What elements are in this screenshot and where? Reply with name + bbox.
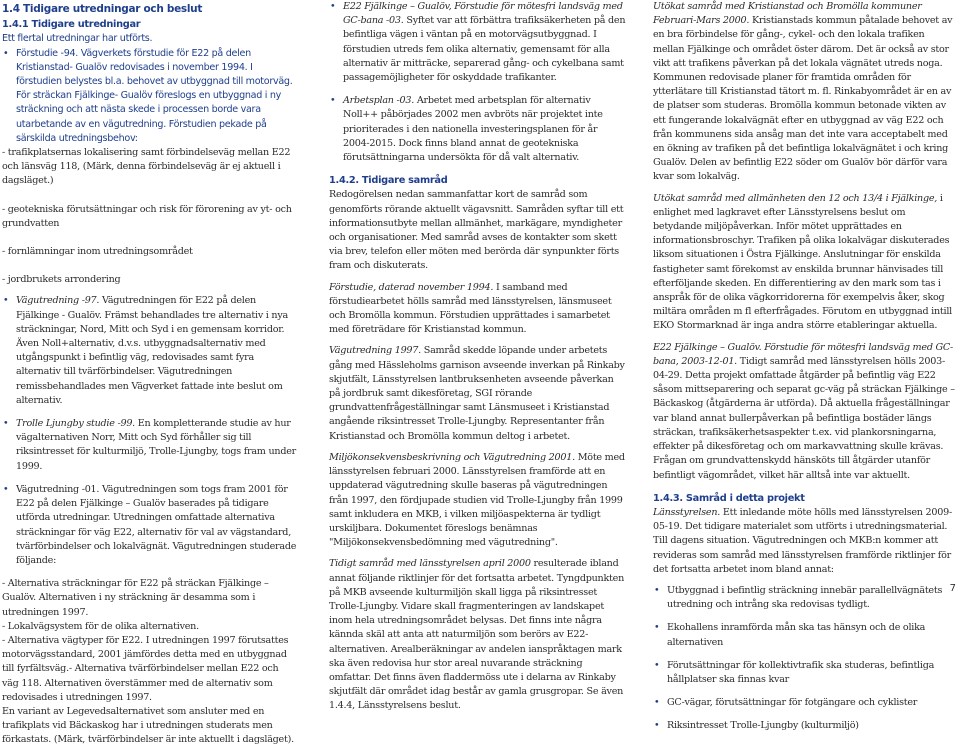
paragraph xyxy=(653,192,956,334)
list-item: • Förutsättningar för kollektivtrafik ska studeras, befintliga hållplatser ska finnas kvar xyxy=(653,659,956,687)
page-number: 7 xyxy=(949,583,956,594)
paragraph-text: Samråd skedde löpande under arbetets gång med Hässleholms garnison avseende inverkan på Rinkaby skjutfält, Länsstyrelsen lantbruksenheten avseende påverkan på jordbruk samt dikesföretag, SGI rörande grundvattenfrågeställningar samt Länsmuseet i Kristianstad angående riksintresset Trolle-Ljungby. Representanter från Kristianstad och Bromölla kommun deltog i arbetet. xyxy=(329,345,625,442)
list-item xyxy=(2,417,297,474)
paragraph-text: i enlighet med lagkravet efter Länsstyrelsens beslut om betydande miljöpåverkan. Inför mötet upprättades en informationsbroschyr. Trafiken på olika lokalvägar diskuterades liksom situationen i Östra Fjälkinge. Anslutningar för enskilda fastigheter samt förekomst av enskilda brunnar hänvisades till efterföljande skeden. En differentiering av den mark som tas i anspråk för de olika vägkorridorerna för exempelvis åker, skog miltära områden m fl efterfrågades. Förutom en utbyggnad intill EKO Stormarknad är inga andra större etableringar aktuella. xyxy=(653,192,952,332)
paragraph: En variant av Legevedsalternativet som ansluter med en trafikplats vid Bäckaskog har i utredningen studerats men förkastats. (Märk, tvärförbindelser är inte aktuellt i dagsläget). xyxy=(2,705,294,746)
subsection-heading: 1.4.1 Tidigare utredningar xyxy=(2,19,141,31)
paragraph-lead: Utökat samråd med allmänheten den 12 och 13/4 i Fjälkinge, xyxy=(653,192,938,204)
paragraph-lead: Utökat samråd med Kristianstad och Bromölla kommuner Februari-Mars 2000. xyxy=(653,1,922,27)
paragraph-text: I samband med förstudiearbetet hölls samråd med länsstyrelsen, länsmuseet och Bromölla kommun. Förstudien upprättades i samarbetet med företrädare för Kristianstad kommun. xyxy=(329,281,612,336)
paragraph: - fornlämningar inom utredningsområdet xyxy=(2,246,193,258)
list-item xyxy=(2,483,297,568)
bullet-list xyxy=(2,294,297,568)
bullet-title: Trolle Ljungby studie -99. xyxy=(16,418,135,430)
bullet-list xyxy=(2,47,297,146)
paragraph xyxy=(329,557,626,713)
list-item xyxy=(329,0,626,85)
bullet-title: Arbetsplan -03. xyxy=(343,95,415,107)
subsection-heading: 1.4.3. Samråd i detta projekt xyxy=(653,492,805,504)
section-heading: 1.4 Tidigare utredningar och beslut xyxy=(2,3,203,15)
column-middle xyxy=(329,0,626,714)
bullet-text: Vägutredningen för E22 på delen Fjälkinge - Gualöv. Främst behandlades tre alternativ i nya sträckningar, Nord, Mitt och Syd i en gemensam korridor. Även Noll+alternativ, d.v.s. utbyggnadsalternativ med utgångspunkt i befintlig väg, redovisades samt fyra alternativ till tvärförbindelser. Vägutredningen remissbehandlades men Vägverket fattade inte beslut om alternativ. xyxy=(16,295,288,406)
paragraph: Redogörelsen nedan sammanfattar kort de samråd som genomförts rörande aktuellt vägavsnitt. Samråden syftar till ett informationsutbyte mellan allmänhet, markägare, myndigheter och organisationer. Med samråd avses de kontakter som skett via brev, telefon eller möten med berörda där synpunkter förts fram och diskuterats. xyxy=(329,189,624,272)
paragraph-lead: Vägutredning 1997. xyxy=(329,345,421,357)
paragraph: - Alternativa sträckningar för E22 på sträckan Fjälkinge – Gualöv. Alternativen i ny sträckning är desamma som i utredningen 1997. xyxy=(2,578,269,618)
paragraph-text: Tidigt samråd med länsstyrelsen hölls 2003-04-29. Detta projekt omfattade åtgärder på befintlig väg E22 såsom mittseparering och separat gc-väg på sträckan Fjälkinge – Bäckaskog (åtgärderna är utförda). Då aktuella frågeställningar var bland annat bullerpåverkan på befintliga bostäder längs sträckan, trafiksäkerhetsaspekter t.ex. vid plankorsningarna, effekter på dikesföretag och om markavvattning skulle krävas. Frågan om grundvattenskydd hänsköts till åtgärder utanför befintligt vägområdet, vilket här alltså inte var aktuellt. xyxy=(653,355,955,481)
paragraph: - Alternativa vägtyper för E22. I utredningen 1997 förutsattes motorvägsstandard, 2001 jämfördes detta med en utbyggnad till fyrfältsväg.- Alternativa tvärförbindelser mellan E22 och väg 118. Alternativen överstämmer med de alternativ som redovisades i utredningen 1997. xyxy=(2,634,289,703)
list-item xyxy=(329,94,626,165)
column-right xyxy=(653,0,956,743)
bullet-text: En kompletterande studie av hur vägalternativen Norr, Mitt och Syd förhåller sig till riksintresset för kulturmiljö, Trolle-Ljungby, togs fram under 1999. xyxy=(16,418,296,472)
paragraph-text: Möte med länsstyrelsen februari 2000. Länsstyrelsen framförde att en uppdaterad vägutredning skulle baseras på vägutredningen från 1997, den fördjupade studien vid Trolle-Ljungby från 1999 samt inkludera en MKB, i vilken miljöaspekterna är tydligt urskiljbara. Dokumentet föreslogs benämnas "Miljökonsekvensbedömning med vägutredning". xyxy=(329,451,625,549)
bullet-text: Arbetet med arbetsplan för alternativ Noll++ påbörjades 2002 men avbröts när projektet inte prioriterades i den nationella investeringsplanen för år 2004-2015. Dock finns bland annat de geotekniska förutsättningarna undersökta för då valt alternativ. xyxy=(343,95,603,164)
paragraph-lead: Länsstyrelsen. xyxy=(653,506,721,518)
column-left xyxy=(2,0,297,748)
bullet-list xyxy=(329,0,626,165)
paragraph-text: Kristianstads kommun påtalade behovet av en bra förbindelse för gång-, cykel- och den lokala trafiken mellan Fjälkinge och området öster därom. Det är också av stor vikt att trafikens påverkan på det lokala vägnätet utreds noga. Kommunen redovisade planer för framtida områden för ytterlätare till Kristianstad tätort m. fl. Rinkabyområdet är en av de platser som studeras. Bromölla kommun betonade vikten av ett fungerande lokalvägnät efter en utbyggnad av väg E22 och från kommunens sida ansåg man det inte vara acceptabelt med en ökning av trafiken på det befintliga lokalvägnätet i och kring Gualöv. Delen av befintlig E22 söder om Gualöv bör därför vara kvar som lokalväg. xyxy=(653,15,953,183)
paragraph xyxy=(329,344,626,443)
paragraph xyxy=(329,451,626,550)
bullet-text: Vägutredning -01. Vägutredningen som togs fram 2001 för E22 på delen Fjälkinge – Gualöv baserades på tidigare utförda utredningar. Utredningen omfattade alternativa sträckningar för väg E22, alternativ för val av vägstandard, tvärförbindelser och lokalvägnät. Vägutredningen studerade följande: xyxy=(16,483,297,566)
paragraph xyxy=(329,281,626,338)
paragraph-lead: E22 Fjälkinge – Gualöv. Förstudie för mötesfri landsväg med GC-bana, 2003-12-01. xyxy=(653,341,953,367)
subsection-heading: 1.4.2. Tidigare samråd xyxy=(329,175,448,187)
list-item: • Utbyggnad i befintlig sträckning innebär parallellvägnätets utredning och intrång ska redovisas tydligt. xyxy=(653,584,956,612)
list-item: • Riksintresset Trolle-Ljungby (kulturmiljö) xyxy=(653,719,956,733)
paragraph: - jordbrukets arrondering xyxy=(2,274,121,286)
list-item: • GC-vägar, förutsättningar för fotgängare och cyklister xyxy=(653,696,956,710)
list-item xyxy=(2,294,297,408)
intro-text: Ett flertal utredningar har utförts. xyxy=(2,33,153,45)
paragraph-lead: Miljökonsekvensbeskrivning och Vägutredning 2001. xyxy=(329,451,575,463)
bullet-text: Förstudie -94. Vägverkets förstudie för E22 på delen Kristianstad- Gualöv redovisades i november 1994. I förstudien belystes bl.a. behovet av utbyggnad till motorväg. För sträckan Fjälkinge- Gualöv föreslogs en utbyggnad i ny sträckning och att nästa skede i processen borde vara utarbetande av en vägutredning. Förstudien pekade på särskilda utredningsbehov: xyxy=(16,47,293,144)
paragraph xyxy=(653,341,956,483)
paragraph: - geotekniska förutsättningar och risk för förorening av yt- och grundvatten xyxy=(2,203,292,229)
paragraph: - Lokalvägsystem för de olika alternativen. xyxy=(2,620,199,632)
bullet-text: Syftet var att förbättra trafiksäkerheten på den befintliga vägen i väntan på en motorvägsutbyggnad. I förstudien utreds fem olika alternativ, gemensamt för alla alternativ är mitträcke, separerad gång- och cykelbana samt passagemöjligheter för oskyddade trafikanter. xyxy=(343,15,626,84)
paragraph xyxy=(653,0,956,185)
paragraph-lead: Tidigt samråd med länsstyrelsen april 2000 xyxy=(329,558,531,570)
paragraph-text: resulterade ibland annat följande riktlinjer för det fortsatta arbetet. Tyngdpunkten på MKB avseende kulturmiljön skall ligga på riksintresset Trolle-Ljungby. Vidare skall fragmenteringen av landskapet inom hela utredningsområdet belysas. Det finns inte några kännda skäl att anta att naturmiljön som berörs av E22-alternativen. Arealberäkningar av andelen ianspråktagen mark ska även redovisa hur stor areal nuvarande sträckning omfattar. Det finns även fladdermöss ute i delarna av Rinkaby skjutfält där området idag består av gamla grusgropar. Se även 1.4.4, Länsstyrelsens beslut. xyxy=(329,558,625,712)
list-item: • Ekohallens inramförda mån ska tas hänsyn och de olika alternativen xyxy=(653,621,956,649)
bullet-title: E22 Fjälkinge – Gualöv, Förstudie för mötesfri landsväg med GC-bana -03. xyxy=(343,1,623,27)
paragraph: - trafikplatsernas lokalisering samt förbindelseväg mellan E22 och länsväg 118, (Märk, denna förbindelseväg är ej aktuell i dagsläget.) xyxy=(2,147,291,187)
bullet-list xyxy=(653,584,956,734)
list-item xyxy=(2,47,297,146)
bullet-title: Vägutredning -97. xyxy=(16,295,100,307)
paragraph-text: Ett inledande möte hölls med länsstyrelsen 2009-05-19. Det tidigare materialet som utförts i utredningsmaterial. Till dagens situation. Vägutredningen och MKB:n kommer att revideras som samråd med länsstyrelsen framförde riktlinjer för det fortsatta arbetet inom bland annat: xyxy=(653,506,952,575)
paragraph xyxy=(653,506,956,577)
paragraph-lead: Förstudie, daterad november 1994. xyxy=(329,281,494,293)
